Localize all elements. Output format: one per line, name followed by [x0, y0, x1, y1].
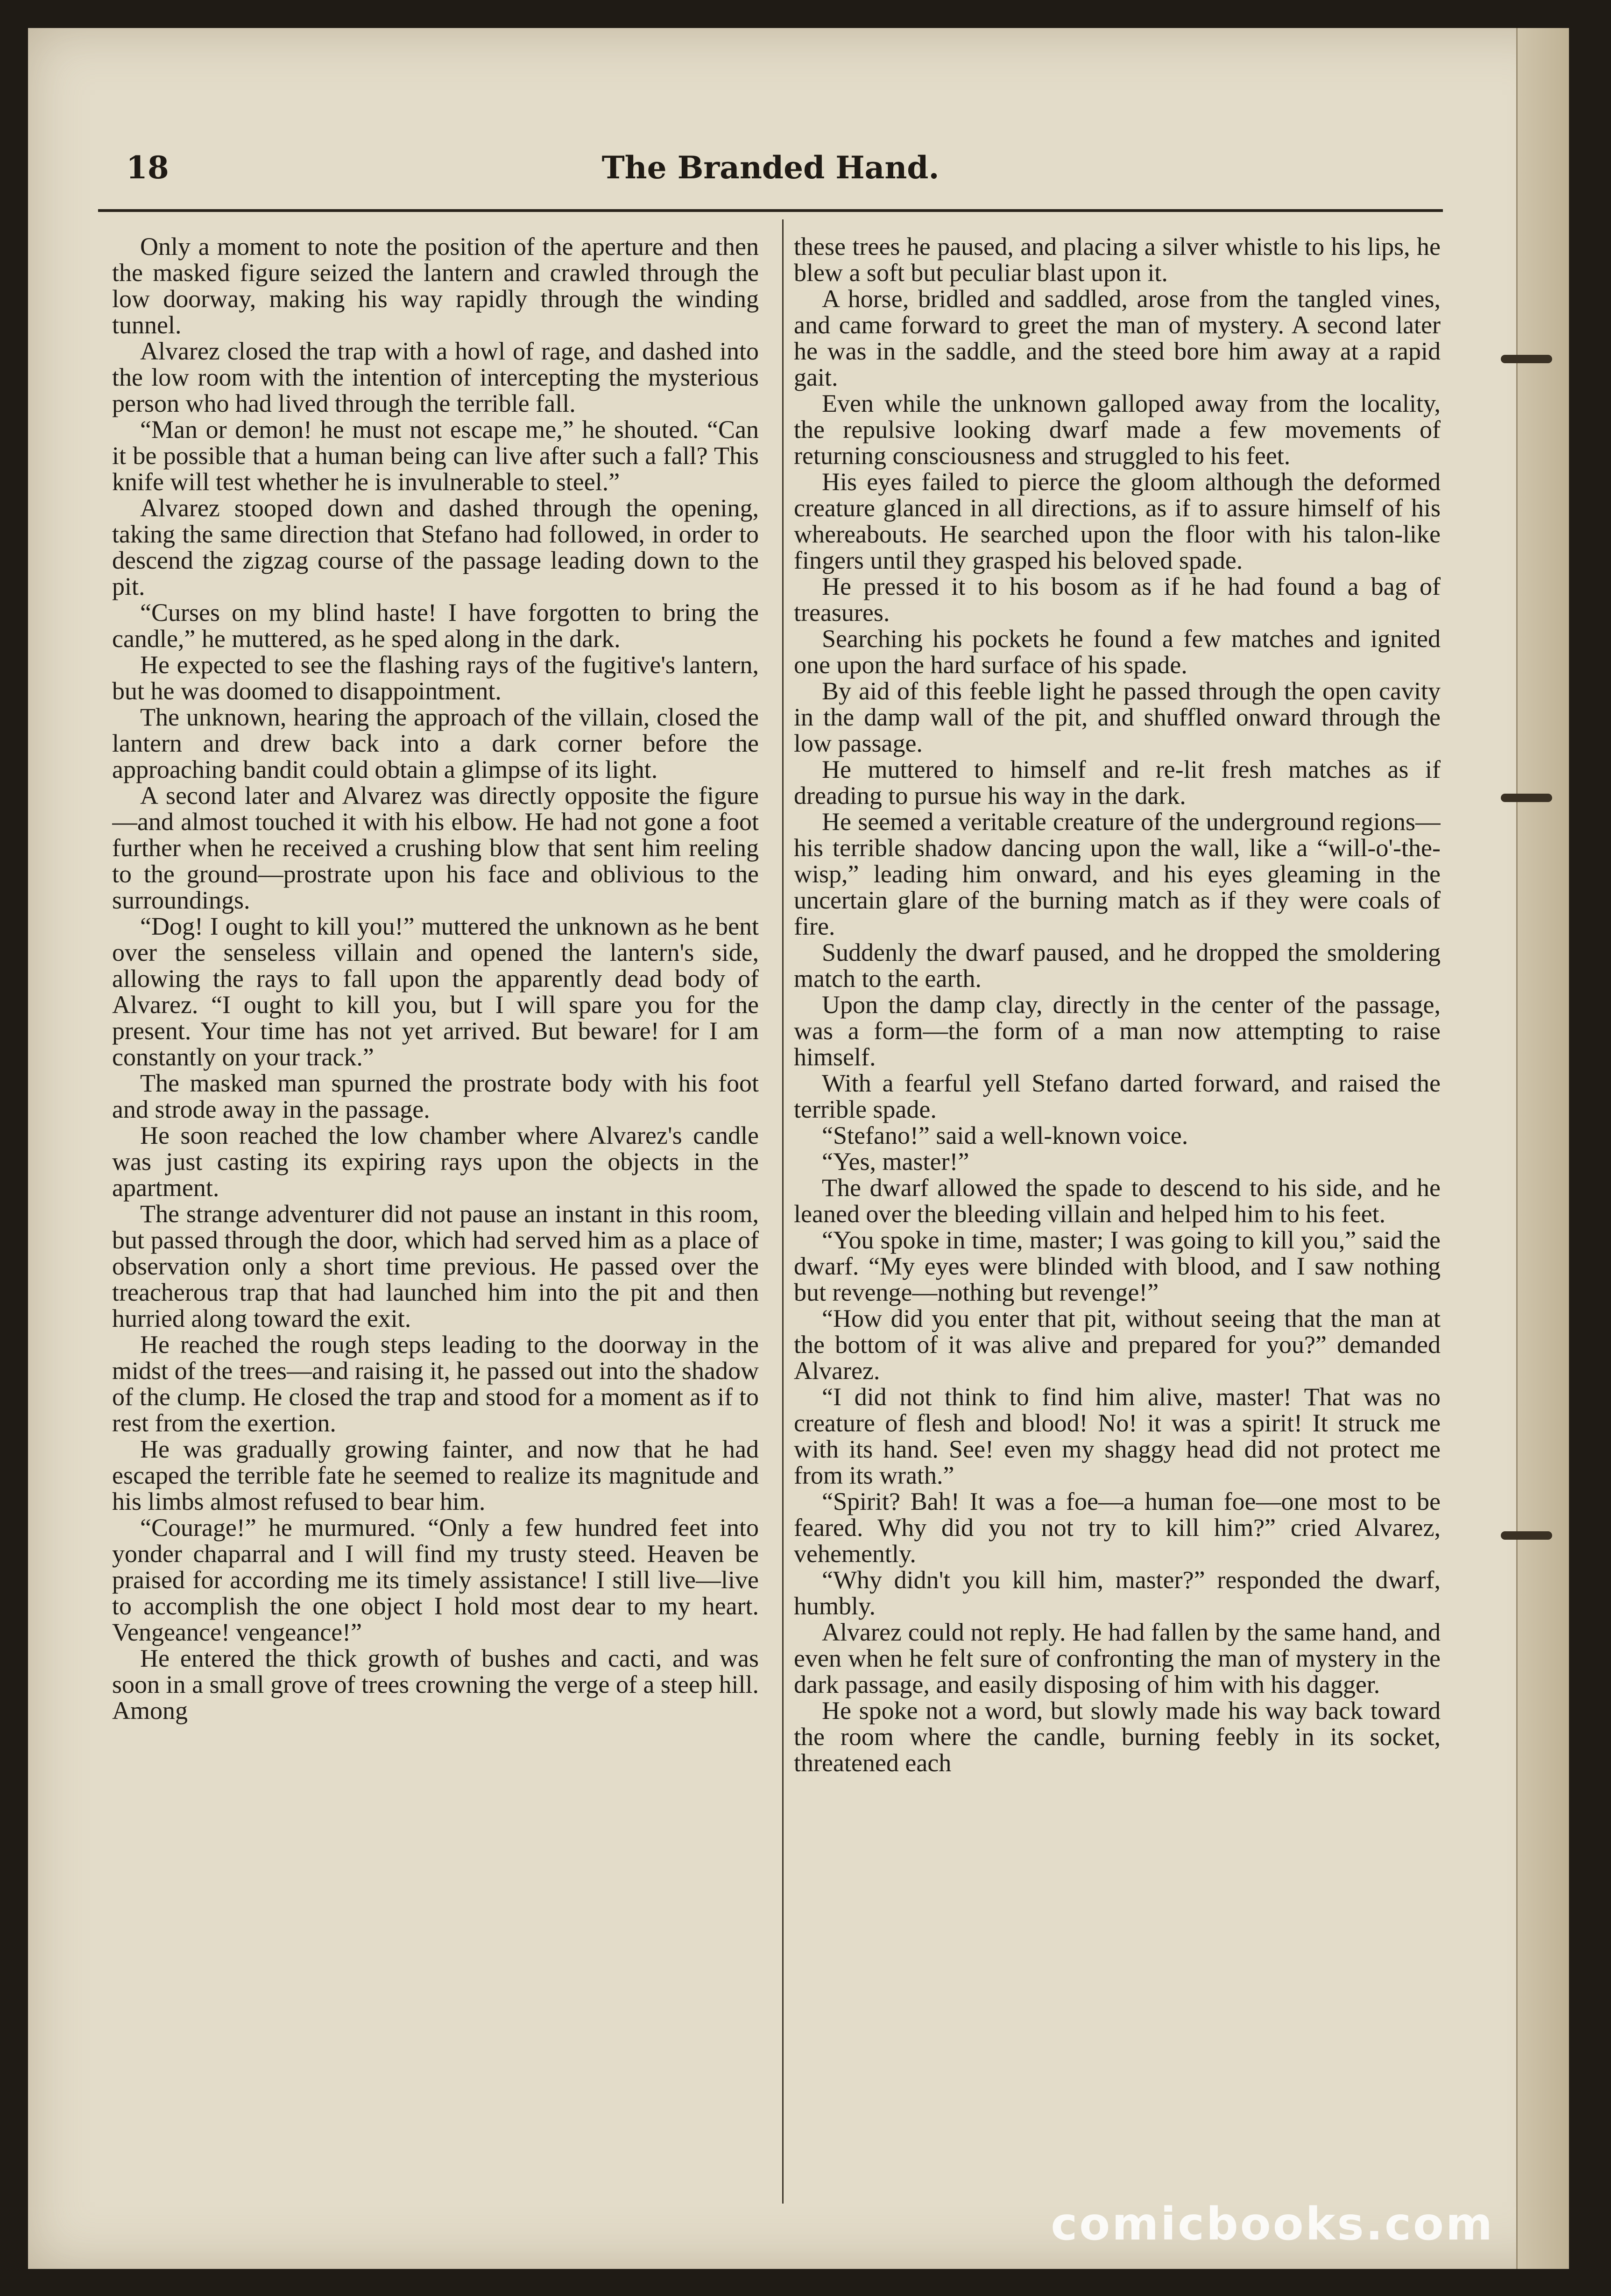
paragraph: “I did not think to find him alive, master! That was no creature of flesh and blood! No! it was a spirit! It struck me with its hand. See! even my shaggy head did not protect me from its wrath.”	[794, 1383, 1441, 1489]
paragraph: Alvarez could not reply. He had fallen by the same hand, and even when he felt sure of confronting the man of mystery in the dark passage, and easily disposing of him with his dagger.	[794, 1618, 1441, 1698]
left-column	[112, 233, 759, 2208]
paragraph: A horse, bridled and saddled, arose from the tangled vines, and came forward to greet the man of mystery. A second later he was in the saddle, and the steed bore him away at a rapid gait.	[794, 285, 1441, 391]
paragraph: The unknown, hearing the approach of the villain, closed the lantern and drew back into a dark corner before the approaching bandit could obtain a glimpse of its light.	[112, 703, 759, 783]
paragraph: Only a moment to note the position of the aperture and then the masked figure seized the lantern and crawled through the low doorway, making his way rapidly through the winding tunnel.	[112, 233, 759, 339]
paragraph: He seemed a veritable creature of the underground regions—his terrible shadow dancing upon the wall, like a “will-o'-the-wisp,” leading him onward, and his eyes gleaming in the uncertain glare of the burning match as if they were coals of fire.	[794, 808, 1441, 940]
paragraph: By aid of this feeble light he passed through the open cavity in the damp wall of the pit, and shuffled onward through the low passage.	[794, 677, 1441, 757]
paragraph: “Yes, master!”	[822, 1148, 969, 1176]
paragraph: He pressed it to his bosom as if he had found a bag of treasures.	[794, 572, 1441, 627]
paragraph: “Curses on my blind haste! I have forgotten to bring the candle,” he muttered, as he sped along in the dark.	[112, 599, 759, 653]
paragraph: Suddenly the dwarf paused, and he dropped the smoldering match to the earth.	[794, 938, 1441, 993]
paragraph: He reached the rough steps leading to the doorway in the midst of the trees—and raising it, he passed out into the shadow of the clump. He closed the trap and stood for a moment as if to rest from the exertion.	[112, 1331, 759, 1437]
staple-mark	[1501, 794, 1552, 802]
paragraph: “Why didn't you kill him, master?” responded the dwarf, humbly.	[794, 1566, 1441, 1620]
staple-mark	[1501, 355, 1552, 363]
paragraph: Alvarez stooped down and dashed through the opening, taking the same direction that Stefano had followed, in order to descend the zigzag course of the passage leading down to the pit.	[112, 494, 759, 600]
paragraph: He expected to see the flashing rays of the fugitive's lantern, but he was doomed to disappointment.	[112, 651, 759, 705]
paragraph: “Man or demon! he must not escape me,” he shouted. “Can it be possible that a human being can live after such a fall? This knife will test whether he is invulnerable to steel.”	[112, 416, 759, 496]
paragraph: “Dog! I ought to kill you!” muttered the unknown as he bent over the senseless villain and opened the lantern's side, allowing the rays to fall upon the apparently dead body of Alvarez. “I ought to kill you, but I will spare you for the present. Your time has not yet arrived. But beware! for I am constantly on your track.”	[112, 912, 759, 1071]
column-divider	[782, 219, 784, 2204]
paragraph: He spoke not a word, but slowly made his way back toward the room where the candle, burning feebly in its socket, threatened each	[794, 1697, 1441, 1777]
paragraph: “You spoke in time, master; I was going to kill you,” said the dwarf. “My eyes were blinded with blood, and I saw nothing but revenge—nothing but revenge!”	[794, 1226, 1441, 1306]
paragraph: His eyes failed to pierce the gloom although the deformed creature glanced in all directions, as if to assure himself of his whereabouts. He searched upon the floor with his talon-like fingers until they grasped his beloved spade.	[794, 468, 1441, 574]
paragraph: “Spirit? Bah! It was a foe—a human foe—one most to be feared. Why did you not try to kill him?” cried Alvarez, vehemently.	[794, 1487, 1441, 1568]
paragraph: The dwarf allowed the spade to descend to his side, and he leaned over the bleeding villain and helped him to his feet.	[794, 1174, 1441, 1228]
site-watermark: comicbooks.com	[1051, 2198, 1494, 2250]
paragraph: Alvarez closed the trap with a howl of rage, and dashed into the low room with the intention of intercepting the mysterious person who had lived through the terrible fall.	[112, 337, 759, 417]
paragraph: Upon the damp clay, directly in the center of the passage, was a form—the form of a man now attempting to raise himself.	[794, 991, 1441, 1071]
paragraph: He soon reached the low chamber where Alvarez's candle was just casting its expiring rays upon the objects in the apartment.	[112, 1121, 759, 1202]
magazine-page	[28, 28, 1569, 2269]
paragraph: “Stefano!” said a well-known voice.	[822, 1121, 1188, 1149]
header-rule	[98, 209, 1443, 212]
paragraph: He was gradually growing fainter, and now that he had escaped the terrible fate he seemed to realize its magnitude and his limbs almost refused to bear him.	[112, 1435, 759, 1515]
paragraph: Searching his pockets he found a few matches and ignited one upon the hard surface of his spade.	[794, 625, 1441, 679]
staple-mark	[1501, 1531, 1552, 1540]
right-column	[794, 233, 1441, 2208]
paragraph: The masked man spurned the prostrate body with his foot and strode away in the passage.	[112, 1069, 759, 1123]
page-number: 18	[126, 149, 169, 186]
running-title: The Branded Hand.	[601, 149, 940, 186]
paragraph: “How did you enter that pit, without seeing that the man at the bottom of it was alive and prepared for you?” demanded Alvarez.	[794, 1304, 1441, 1385]
paragraph: A second later and Alvarez was directly opposite the figure—and almost touched it with his elbow. He had not gone a foot further when he received a crushing blow that sent him reeling to the ground—prostrate upon his face and oblivious to the surroundings.	[112, 782, 759, 914]
paragraph: these trees he paused, and placing a silver whistle to his lips, he blew a soft but peculiar blast upon it.	[794, 233, 1441, 287]
paragraph: Even while the unknown galloped away from the locality, the repulsive looking dwarf made a few movements of returning consciousness and struggled to his feet.	[794, 389, 1441, 470]
paragraph: He entered the thick growth of bushes and cacti, and was soon in a small grove of trees crowning the verge of a steep hill. Among	[112, 1644, 759, 1725]
paragraph: He muttered to himself and re-lit fresh matches as if dreading to pursue his way in the dark.	[794, 755, 1441, 810]
page-header	[98, 145, 1443, 201]
paragraph: With a fearful yell Stefano darted forward, and raised the terrible spade.	[794, 1069, 1441, 1123]
paragraph: The strange adventurer did not pause an instant in this room, but passed through the door, which had served him as a place of observation only a short time previous. He passed over the treacherous trap that had launched him into the pit and then hurried along toward the exit.	[112, 1200, 759, 1332]
paragraph: “Courage!” he murmured. “Only a few hundred feet into yonder chaparral and I will find my trusty steed. Heaven be praised for according me its timely assistance! I still live—live to accomplish the one object I hold most dear to my heart. Vengeance! vengeance!”	[112, 1514, 759, 1646]
page-spine	[1516, 28, 1569, 2269]
